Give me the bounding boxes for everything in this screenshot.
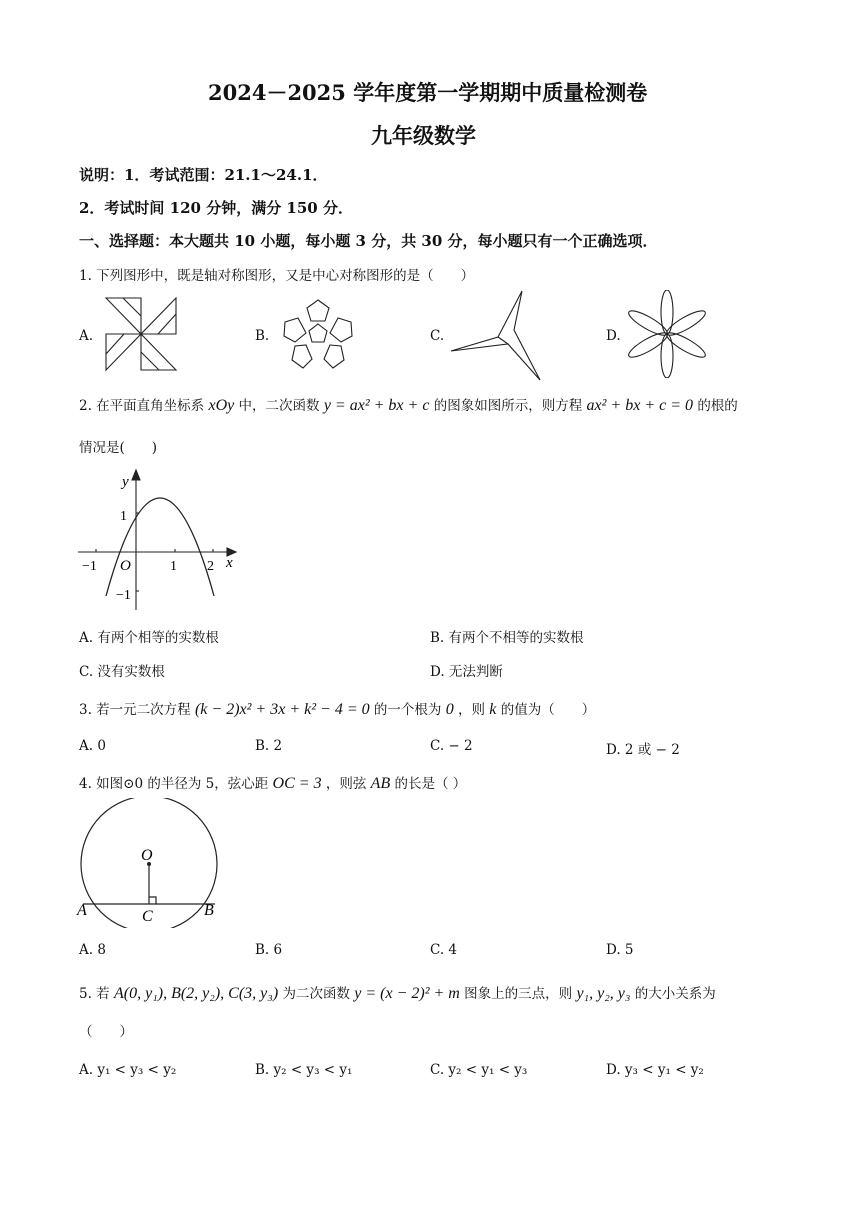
tick-label-y1: 1 — [120, 509, 127, 524]
origin-label: O — [120, 558, 131, 574]
note-line-2: 2．考试时间 120 分钟，满分 150 分． — [79, 199, 353, 217]
y-axis-label: y — [122, 474, 129, 490]
q2-option-d: D. 无法判断 — [430, 664, 503, 680]
label-c: C — [142, 908, 153, 925]
q4-option-c: C. 4 — [430, 942, 458, 958]
x-axis-label: x — [226, 555, 233, 571]
q3-stem — [79, 698, 595, 719]
q3-math-k: k — [489, 701, 497, 718]
q5-option-d: D. y₃ < y₁ < y₂ — [606, 1062, 704, 1078]
pentagons-figure — [272, 296, 364, 376]
q3-option-b: B. 2 — [255, 738, 283, 754]
y-axis-arrow — [132, 470, 140, 480]
section-heading: 一、选择题：本大题共 10 小题，每小题 3 分，共 30 分，每小题只有一个正确选项． — [79, 232, 658, 250]
q2-stem-line2: 情况是( ) — [79, 440, 158, 456]
q2-option-c: C. 没有实数根 — [79, 664, 165, 680]
q1-option-c-label: C. — [430, 328, 445, 344]
q4-text-a: 4. 如图⊙0 的半径为 5，弦心距 — [79, 776, 269, 792]
q3-text-d: 的值为（ ） — [500, 702, 596, 718]
exam-title: 2024－2025 学年度第一学期期中质量检测卷 — [208, 80, 648, 105]
q5-option-c: C. y₂ < y₁ < y₃ — [430, 1062, 528, 1078]
q4-option-a: A. 8 — [79, 942, 106, 958]
q1-option-b-label: B. — [255, 328, 270, 344]
q4-option-b: B. 6 — [255, 942, 283, 958]
q3-text-b: 的一个根为 — [373, 702, 442, 718]
q5-option-b: B. y₂ < y₃ < y₁ — [255, 1062, 353, 1078]
right-angle-mark — [149, 897, 156, 904]
label-b: B — [204, 902, 214, 919]
q2-option-b: B. 有两个不相等的实数根 — [430, 630, 584, 646]
q5-option-a: A. y₁ < y₃ < y₂ — [79, 1062, 177, 1078]
q2-math-xoy: xOy — [208, 397, 235, 414]
q5-text-a: 5. 若 — [79, 986, 110, 1002]
q4-text-c: 的长是（ ） — [394, 776, 467, 792]
tick-label-xneg1: −1 — [82, 559, 97, 574]
q5-text-c: 图象上的三点，则 — [464, 986, 573, 1002]
parabola-graph — [74, 464, 244, 614]
q3-text-a: 3. 若一元二次方程 — [79, 702, 191, 718]
q3-option-a: A. 0 — [79, 738, 106, 754]
tick-label-yneg1: −1 — [116, 588, 131, 603]
q5-text-b: 为二次函数 — [282, 986, 350, 1002]
q2-text-c: 的图象如图所示，则方程 — [433, 398, 583, 414]
q1-option-d-label: D. — [606, 328, 621, 344]
q3-text-c: ，则 — [458, 702, 485, 718]
q1-option-a-label: A. — [79, 328, 94, 344]
label-o: O — [141, 847, 153, 864]
q4-stem — [79, 772, 466, 793]
q2-text-d: 的根的 — [697, 398, 738, 414]
q2-math-func: y = ax² + bx + c — [323, 397, 430, 414]
q3-math-zero: 0 — [445, 701, 454, 718]
q5-stem — [79, 982, 716, 1003]
q3-option-c: C. − 2 — [430, 738, 473, 754]
q4-text-b: ，则弦 — [325, 776, 367, 792]
q5-math-func: y = (x − 2)² + m — [354, 985, 460, 1002]
tick-label-x2: 2 — [207, 559, 214, 574]
flower-figure — [624, 290, 710, 378]
q2-math-eq: ax² + bx + c = 0 — [586, 397, 694, 414]
q3-option-d: D. 2 或 − 2 — [606, 742, 680, 758]
q4-math-oc: OC = 3 — [272, 775, 322, 792]
q5-text-d: 的大小关系为 — [634, 986, 716, 1002]
q3-math-eq: (k − 2)x² + 3x + k² − 4 = 0 — [194, 701, 370, 718]
q5-math-points: A(0, y₁), B(2, y₂), C(3, y₃) — [113, 985, 279, 1002]
note-line-1: 说明：1．考试范围：21.1～24.1． — [79, 166, 328, 184]
q2-text-a: 2. 在平面直角坐标系 — [79, 398, 205, 414]
q1-stem: 1. 下列图形中，既是轴对称图形，又是中心对称图形的是（ ） — [79, 268, 475, 284]
q2-option-a: A. 有两个相等的实数根 — [79, 630, 219, 646]
q4-option-d: D. 5 — [606, 942, 634, 958]
exam-subtitle: 九年级数学 — [371, 123, 476, 148]
q5-math-ys: y₁, y₂, y₃ — [576, 985, 631, 1002]
circle-chord-figure — [74, 798, 224, 928]
q2-stem — [79, 394, 738, 415]
q5-stem-line2: （ ） — [79, 1024, 133, 1040]
label-a: A — [77, 902, 87, 919]
q2-text-b: 中，二次函数 — [238, 398, 320, 414]
tick-label-x1: 1 — [170, 559, 177, 574]
q4-math-ab: AB — [370, 775, 391, 792]
three-point-star-figure — [448, 288, 544, 384]
pinwheel-figure — [104, 296, 178, 372]
